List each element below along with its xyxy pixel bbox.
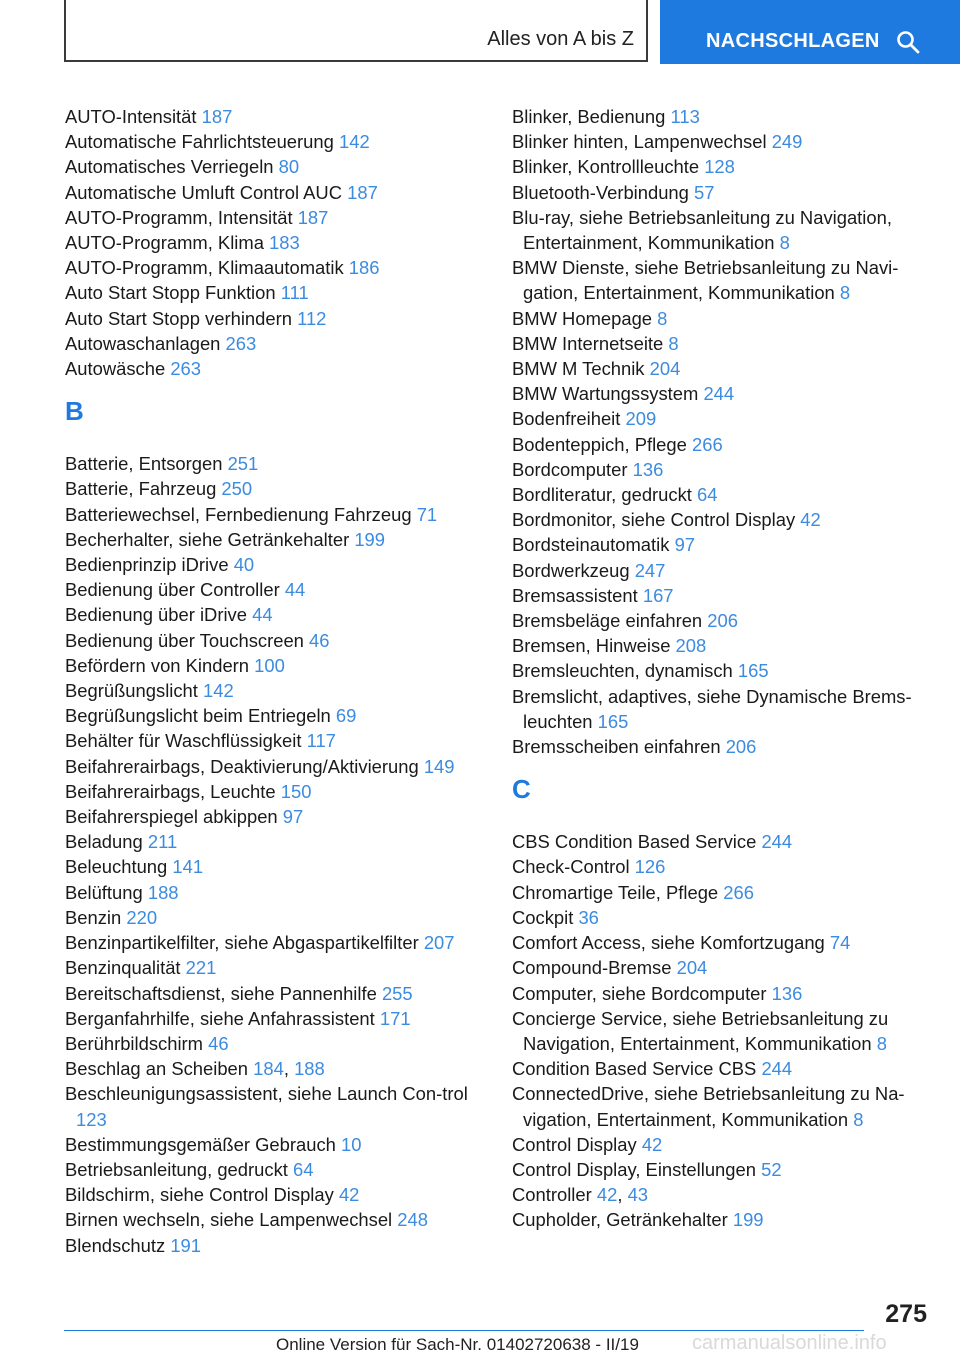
index-entry-text: Auto Start Stopp Funktion: [65, 282, 276, 304]
index-entry: [512, 306, 932, 331]
index-entry-text: BMW Dienste, siehe Betriebsanleitung zu Navi-gation, Entertainment, Kommunikation: [512, 257, 899, 304]
page-reference-link[interactable]: 43: [627, 1184, 649, 1206]
page-reference-link[interactable]: 266: [723, 881, 754, 903]
page-reference-link[interactable]: 8: [657, 307, 668, 329]
page-reference-link[interactable]: 221: [185, 957, 217, 979]
page-reference-link[interactable]: 42: [641, 1133, 663, 1155]
index-entry-text: Blu-ray, siehe Betriebsanleitung zu Navigation, Entertainment, Kommunikation: [512, 206, 892, 254]
index-entry: [512, 930, 932, 955]
index-entry-text: Bereitschaftsdienst, siehe Pannenhilfe: [65, 982, 377, 1004]
index-entry: [512, 684, 932, 734]
index-entry-text: Concierge Service, siehe Betriebsanleitung zu Navigation, Entertainment, Kommunikation: [512, 1007, 889, 1054]
page-reference-link[interactable]: 244: [761, 831, 793, 853]
index-entry-text: Berührbildschirm: [65, 1032, 203, 1054]
page-reference-link[interactable]: 126: [634, 856, 666, 878]
index-entry-text: Chromartige Teile, Pflege: [512, 881, 719, 903]
page-reference-link[interactable]: 207: [423, 932, 455, 954]
index-entry: [512, 558, 932, 583]
page-reference-link[interactable]: 186: [348, 257, 380, 279]
index-entry: [65, 255, 485, 280]
index-entry-text: AUTO-Programm, Intensität: [65, 206, 293, 228]
index-entry-text: Bremsassistent: [512, 584, 638, 606]
page-reference-link[interactable]: 117: [306, 730, 336, 752]
index-entry: [512, 955, 932, 980]
index-entry-text: Beifahrerairbags, Leuchte: [65, 780, 276, 802]
index-entry-text: Bedienung über iDrive: [65, 604, 247, 626]
page-reference-link[interactable]: 136: [771, 982, 803, 1004]
index-entry-text: Cockpit: [512, 906, 574, 928]
page-reference-link[interactable]: 150: [280, 780, 312, 802]
page-reference-link[interactable]: 8: [779, 232, 790, 254]
page-reference-link[interactable]: 199: [354, 528, 386, 550]
index-entry: [65, 577, 485, 602]
page-reference-link[interactable]: 42: [338, 1184, 360, 1206]
index-entry: [512, 331, 932, 356]
page-number: 275: [885, 1300, 927, 1328]
page-reference-link[interactable]: 248: [397, 1209, 428, 1231]
index-entry: [65, 104, 485, 129]
index-entry-text: AUTO-Intensität: [65, 106, 197, 127]
index-entry: [65, 930, 485, 955]
index-entry-text: Benzinqualität: [65, 957, 181, 979]
index-entry-text: Bestimmungsgemäßer Gebrauch: [65, 1133, 336, 1155]
index-entry: [512, 1056, 932, 1081]
index-entry: [512, 905, 932, 930]
index-entry: [65, 154, 485, 179]
index-entry-text: Autowaschanlagen: [65, 332, 221, 354]
index-entry: [512, 1132, 932, 1157]
page-reference-link[interactable]: 188: [294, 1058, 325, 1080]
index-entry-text: Auto Start Stopp verhindern: [65, 307, 292, 329]
page-reference-link[interactable]: 64: [697, 484, 718, 506]
index-entry-text: BMW Homepage: [512, 307, 653, 329]
index-entry: [65, 356, 485, 381]
index-entry: [512, 633, 932, 658]
index-entry: [512, 406, 932, 431]
index-entry: [65, 804, 485, 829]
index-entry: [512, 981, 932, 1006]
index-entry-text: Behälter für Waschflüssigkeit: [65, 730, 302, 752]
page-reference-link[interactable]: 8: [839, 282, 851, 304]
index-entry-text: Blinker hinten, Lampenwechsel: [512, 131, 767, 153]
index-entry-text: Bordsteinautomatik: [512, 534, 670, 556]
page-reference-link[interactable]: 171: [379, 1007, 411, 1029]
index-entry-text: Bedienung über Touchscreen: [65, 629, 304, 651]
page-reference-link[interactable]: 187: [347, 181, 378, 203]
index-entry: [512, 482, 932, 507]
index-entry: [65, 306, 485, 331]
index-entry: [65, 1182, 485, 1207]
index-entry: [65, 955, 485, 980]
page-reference-link[interactable]: 142: [203, 680, 234, 702]
index-entry: [65, 1031, 485, 1056]
index-entry: Controller 42, 43: [512, 1184, 649, 1206]
page-reference-link[interactable]: 266: [691, 433, 723, 455]
index-entry-text: Bordcomputer: [512, 458, 628, 480]
page-reference-link[interactable]: 8: [853, 1108, 864, 1130]
page-reference-link[interactable]: 206: [725, 736, 757, 758]
index-entry-text: Beleuchtung: [65, 856, 168, 878]
index-entry: [65, 703, 485, 728]
index-entry: [512, 381, 932, 406]
index-entry: [65, 754, 485, 779]
index-entry: [65, 728, 485, 753]
index-entry-text: Beifahrerairbags, Deaktivierung/Aktivierung: [65, 755, 419, 777]
index-entry-text: Cupholder, Getränkehalter: [512, 1209, 728, 1231]
index-entry: [65, 880, 485, 905]
index-entry: [65, 779, 485, 804]
index-entry-text: Computer, siehe Bordcomputer: [512, 982, 767, 1004]
page-reference-link[interactable]: 69: [335, 705, 357, 727]
page-reference-link[interactable]: 263: [170, 358, 202, 380]
page-reference-link[interactable]: 44: [252, 604, 273, 626]
search-icon[interactable]: [896, 30, 920, 54]
index-entry-text: Check-Control: [512, 856, 630, 878]
page-reference-link[interactable]: 208: [675, 635, 707, 657]
page-reference-link[interactable]: 80: [278, 156, 300, 178]
page-reference-link[interactable]: 255: [381, 982, 413, 1004]
index-entry-text: Beschleunigungsassistent, siehe Launch Con-trol: [65, 1083, 468, 1105]
index-entry-text: Automatisches Verriegeln: [65, 156, 274, 178]
page-reference-link[interactable]: 165: [597, 710, 629, 732]
index-entry-text: BMW Wartungssystem: [512, 383, 699, 405]
index-entry-text: Bedienprinzip iDrive: [65, 554, 229, 576]
index-entry: [65, 678, 485, 703]
page-reference-link[interactable]: 220: [126, 906, 158, 928]
index-entry: [65, 205, 485, 230]
index-entry-text: Bremsen, Hinweise: [512, 635, 671, 657]
index-entry: [65, 602, 485, 627]
index-entry: [65, 1132, 485, 1157]
index-entry-text: Begrüßungslicht beim Entriegeln: [65, 705, 331, 727]
page-reference-link[interactable]: 183: [269, 232, 300, 254]
footer-divider: [64, 1330, 864, 1331]
index-entry-text: ConnectedDrive, siehe Betriebsanleitung zu Na-vigation, Entertainment, Kommunikation: [512, 1083, 905, 1130]
index-entry-text: Beschlag an Scheiben: [65, 1058, 249, 1080]
index-entry-text: Bordliteratur, gedruckt: [512, 484, 692, 506]
index-entry-text: Control Display, Einstellungen: [512, 1158, 756, 1180]
page-reference-link[interactable]: 111: [280, 282, 309, 304]
index-entry-text: Controller: [512, 1184, 592, 1206]
index-entry-text: Compound-Bremse: [512, 957, 672, 979]
index-entry-text: Bordwerkzeug: [512, 559, 630, 581]
index-entry: [512, 1157, 932, 1182]
index-entry-text: Berganfahrhilfe, siehe Anfahrassistent: [65, 1007, 375, 1029]
index-entry-text: Bremslicht, adaptives, siehe Dynamische Brems-leuchten: [512, 685, 912, 732]
page-reference-link[interactable]: 71: [416, 503, 438, 525]
index-entry-text: Becherhalter, siehe Getränkehalter: [65, 528, 350, 550]
index-entry: [512, 880, 932, 905]
index-entry-text: BMW Internetseite: [512, 332, 664, 354]
page-reference-link[interactable]: 250: [221, 478, 253, 500]
index-entry: [65, 1157, 485, 1182]
page-reference-link[interactable]: 251: [227, 453, 259, 475]
index-section-letter: C: [512, 774, 531, 805]
page-reference-link[interactable]: 36: [578, 906, 599, 928]
index-entry: [512, 1081, 932, 1131]
index-entry-text: Beifahrerspiegel abkippen: [65, 806, 278, 828]
page-reference-link[interactable]: 244: [761, 1058, 793, 1080]
tab-nachschlagen-label: NACHSCHLAGEN: [706, 30, 880, 52]
index-column-left: [65, 104, 485, 1258]
page-reference-link[interactable]: 206: [707, 610, 738, 632]
page-reference-link[interactable]: 64: [293, 1158, 314, 1180]
page-reference-link[interactable]: 167: [642, 584, 674, 606]
index-entry: [65, 129, 485, 154]
page-reference-link[interactable]: 8: [876, 1032, 887, 1054]
page-reference-link[interactable]: 187: [201, 106, 233, 127]
page-reference-link[interactable]: 187: [297, 206, 329, 228]
footer-online-version: Online Version für Sach-Nr. 01402720638 - II/19: [276, 1335, 639, 1354]
index-entry-text: BMW M Technik: [512, 358, 645, 380]
section-title: Alles von A bis Z: [487, 28, 634, 50]
index-entry-text: CBS Condition Based Service: [512, 831, 757, 853]
index-entry: [512, 255, 932, 305]
index-entry: [512, 507, 932, 532]
index-entry: [512, 205, 932, 255]
index-entry-text: Bodenfreiheit: [512, 408, 621, 430]
index-entry: [512, 658, 932, 683]
index-entry: [65, 905, 485, 930]
index-entry-text: Bremsbeläge einfahren: [512, 610, 703, 632]
page-reference-link[interactable]: 263: [225, 332, 257, 354]
page-reference-link[interactable]: 209: [625, 408, 657, 430]
index-entry-text: Bedienung über Controller: [65, 579, 280, 601]
index-entry-text: Belüftung: [65, 881, 143, 903]
index-entry: [512, 854, 932, 879]
index-entry-text: AUTO-Programm, Klimaautomatik: [65, 257, 344, 279]
page-reference-link[interactable]: 46: [309, 629, 330, 651]
index-entry-text: Batterie, Fahrzeug: [65, 478, 217, 500]
index-entry-text: Bodenteppich, Pflege: [512, 433, 687, 455]
index-entry: [65, 527, 485, 552]
index-entry: [65, 854, 485, 879]
index-entry: [65, 1233, 485, 1258]
watermark: carmanualsonline.info: [692, 1332, 887, 1354]
page-reference-link[interactable]: 244: [703, 383, 735, 405]
index-entry: [65, 476, 485, 501]
index-entry-text: Beladung: [65, 831, 143, 853]
index-entry-text: Blinker, Kontrollleuchte: [512, 156, 700, 178]
index-entry-text: Automatische Umluft Control AUC: [65, 181, 342, 203]
page-reference-link[interactable]: 112: [297, 307, 327, 329]
page-reference-link[interactable]: 184: [253, 1058, 284, 1080]
index-entry-text: Control Display: [512, 1133, 637, 1155]
tab-nachschlagen[interactable]: [660, 0, 960, 64]
page-reference-link[interactable]: 199: [732, 1209, 764, 1231]
index-entry: [512, 180, 932, 205]
index-entry-text: Batteriewechsel, Fernbedienung Fahrzeug: [65, 503, 412, 525]
index-entry: [65, 981, 485, 1006]
index-entry-text: Bluetooth-Verbindung: [512, 181, 689, 203]
index-entry: [65, 502, 485, 527]
page-reference-link[interactable]: 52: [761, 1158, 782, 1180]
page-reference-link[interactable]: 149: [423, 755, 455, 777]
page-reference-link[interactable]: 204: [649, 358, 681, 380]
page-reference-link[interactable]: 42: [596, 1184, 618, 1206]
header-title-box: [64, 0, 648, 62]
index-entry: [512, 154, 932, 179]
index-entry-text: Befördern von Kindern: [65, 654, 250, 676]
page-reference-link[interactable]: 141: [172, 856, 204, 878]
index-entry: [512, 457, 932, 482]
page-reference-link[interactable]: 74: [829, 932, 851, 954]
index-entry: [512, 1006, 932, 1056]
page-reference-link[interactable]: 44: [284, 579, 306, 601]
page-reference-link[interactable]: 128: [704, 156, 735, 178]
page-reference-link[interactable]: 142: [338, 131, 370, 153]
index-entry-text: AUTO-Programm, Klima: [65, 232, 264, 254]
page-reference-link[interactable]: 249: [771, 131, 803, 153]
index-entry: [512, 583, 932, 608]
index-entry-text: Comfort Access, siehe Komfortzugang: [512, 932, 825, 954]
index-entry-text: Bremsleuchten, dynamisch: [512, 660, 733, 682]
index-entry: [65, 628, 485, 653]
index-entry-text: Betriebsanleitung, gedruckt: [65, 1158, 288, 1180]
index-section-letter: B: [65, 396, 84, 427]
index-entry-text: Birnen wechseln, siehe Lampenwechsel: [65, 1209, 393, 1231]
index-entry-text: Blendschutz: [65, 1234, 166, 1256]
index-entry: [512, 104, 932, 129]
page-reference-link[interactable]: 46: [208, 1032, 229, 1054]
index-entry-text: Automatische Fahrlichtsteuerung: [65, 131, 334, 153]
index-entry: Beschlag an Scheiben 184, 188: [65, 1058, 325, 1080]
index-entry: [65, 180, 485, 205]
index-entry-text: Bildschirm, siehe Control Display: [65, 1184, 334, 1206]
index-entry: [512, 129, 932, 154]
index-entry-text: Blinker, Bedienung: [512, 106, 666, 127]
index-entry: [65, 331, 485, 356]
page-reference-link[interactable]: 100: [254, 654, 285, 676]
index-entry-text: Benzin: [65, 906, 122, 928]
index-entry-text: Bordmonitor, siehe Control Display: [512, 509, 796, 531]
page-reference-link[interactable]: 165: [737, 660, 769, 682]
index-entry: [512, 432, 932, 457]
page-reference-link[interactable]: 211: [147, 831, 178, 853]
index-entry-text: Batterie, Entsorgen: [65, 453, 223, 475]
index-entry: [65, 280, 485, 305]
index-entry-text: Autowäsche: [65, 358, 166, 380]
page-reference-link[interactable]: 188: [147, 881, 179, 903]
index-entry-text: Benzinpartikelfilter, siehe Abgaspartikelfilter: [65, 932, 419, 954]
index-entry-text: Bremsscheiben einfahren: [512, 736, 721, 758]
page-reference-link[interactable]: 10: [341, 1133, 362, 1155]
page-reference-link[interactable]: 247: [634, 559, 666, 581]
page-reference-link[interactable]: 57: [694, 181, 715, 203]
index-entry-text: Condition Based Service CBS: [512, 1058, 757, 1080]
index-entry: [512, 829, 932, 854]
index-entry: [512, 356, 932, 381]
page-reference-link[interactable]: 97: [674, 534, 696, 556]
page-reference-link[interactable]: 40: [233, 554, 255, 576]
index-entry: [65, 451, 485, 476]
index-entry: [65, 1207, 485, 1232]
page-reference-link[interactable]: 204: [676, 957, 708, 979]
index-entry: [512, 734, 932, 759]
page-reference-link[interactable]: 42: [800, 509, 821, 531]
index-entry-text: Begrüßungslicht: [65, 680, 198, 702]
page-reference-link[interactable]: 8: [668, 332, 679, 354]
index-entry: [65, 653, 485, 678]
page-reference-link[interactable]: 191: [170, 1234, 202, 1256]
index-entry: [65, 552, 485, 577]
page-reference-link[interactable]: 123: [76, 1108, 107, 1130]
index-column-right: [512, 104, 932, 1233]
index-entry: [512, 608, 932, 633]
index-entry: [65, 230, 485, 255]
page-reference-link[interactable]: 97: [282, 806, 304, 828]
page-reference-link[interactable]: 136: [632, 458, 664, 480]
page-reference-link[interactable]: 113: [670, 106, 700, 127]
index-entry: [65, 1081, 485, 1131]
index-entry: [512, 532, 932, 557]
index-entry: [512, 1207, 932, 1232]
index-entry: [65, 1006, 485, 1031]
index-entry: [65, 829, 485, 854]
